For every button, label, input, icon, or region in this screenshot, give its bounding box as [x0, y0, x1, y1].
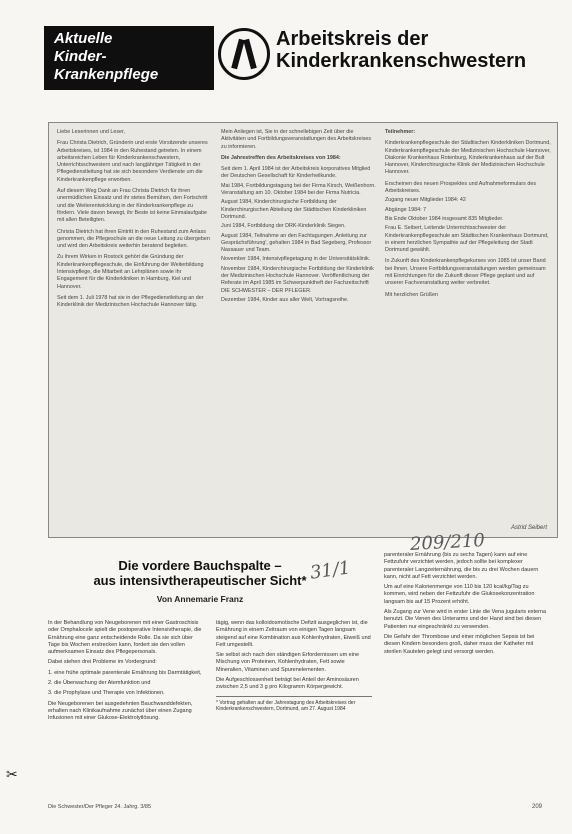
article-author: Von Annemarie Franz: [156, 594, 244, 604]
association-logo-icon: [218, 28, 270, 80]
paragraph: Die Neugeborenen bei ausgedehnten Bauchwanddefekten, erhalten nach Klinikaufnahme zunächst über einen Zugang Infusionen mit einer Glukose-Elektrolytlösung.: [48, 700, 193, 722]
paragraph: Mein Anliegen ist, Sie in der schnellebigen Zeit über die Aktivitäten und Fortbildungsveranstaltungen des Arbeitskreises zu informieren.: [221, 129, 372, 150]
paragraph: Als Zugang zur Vene wird in erster Linie die Vena jugularis externa benutzt. Die Venen des Unterarms und der Hand sind bei diesen Patienten nur eingeschränkt zu verwenden.: [384, 609, 547, 630]
paragraph: Seit dem 1. Juli 1978 hat sie in der Pflegedienstleitung an der Kinderklinik der Medizinischen Hochschule Hannover tätig.: [57, 294, 204, 309]
article-title-line-1: Die vordere Bauchspalte –: [118, 558, 282, 573]
article-column-1: [48, 620, 204, 726]
badge-line-2: Kinder-: [54, 48, 107, 65]
section-badge: [44, 26, 214, 90]
handwritten-note-right: 209/210: [409, 530, 486, 555]
section-heading: Teilnehmer:: [385, 129, 416, 135]
event-list: [221, 166, 377, 304]
paragraph: Die Gefahr der Thrombose und einer möglichen Sepsis ist bei diesen Kindern besonders groß, daher muss der Katheter mit sterilen Kautelen gelegt und versorgt werden.: [384, 633, 535, 655]
editorial-column-3: [385, 129, 551, 303]
paragraph: Frau E. Seibert, Leitende Unterrichtsschwester der Kinderkrankenpflegeschule am Städtischen Krankenhaus Dortmund, in einem herzlichen Sympathie auf der Pflegeleitung der Stadt Dortmund gewählt.: [385, 225, 549, 254]
article-title-line-2: aus intensivtherapeutischer Sicht*: [93, 573, 307, 588]
article-title: [60, 558, 340, 588]
list-item: Juni 1984, Fortbildung der DRK-Kinderklinik Siegen.: [221, 223, 346, 230]
article-column-2: [216, 620, 372, 713]
paragraph: Liebe Leserinnen und Leser,: [57, 129, 126, 135]
section-heading: Die Jahrestreffen des Arbeitskreises von 1984:: [221, 154, 341, 161]
list-item: 3. die Prophylaxe und Therapie von Infektionen.: [48, 690, 165, 697]
paragraph: Dabei stehen drei Probleme im Vordergrund:: [48, 659, 157, 666]
list-item: November 1984, Intensivpflegetagung in der Universitätsklinik.: [221, 256, 371, 263]
list-item: Mai 1984, Fortbildungstagung bei der Firma Kirsch, Weißenhorn. Veranstaltung am 10. Oktober 1984 bei der Firma Nutricia.: [221, 182, 376, 197]
scissors-icon: ✂: [6, 766, 18, 782]
page-title: [276, 28, 556, 72]
paragraph: tägig, wenn das kolloidosmotische Defizit ausgeglichen ist, die Ernährung in einem Zeitraum von einigen Tagen langsam steigend auf eine Kombination aus Kohlenhydraten, Eiweiß und Fett umgestellt.: [216, 620, 371, 648]
badge-line-3: Krankenpflege: [54, 66, 159, 83]
title-line-2: Kinderkrankenschwestern: [276, 50, 527, 72]
badge-line-1: Aktuelle: [54, 30, 113, 47]
paragraph: Um auf eine Kalorienmenge von 110 bis 120 kcal/kg/Tag zu kommen, wird neben der Fettzufuhr die Glukosekonzentration langsam bis auf 15 Prozent erhöht.: [384, 584, 535, 605]
paragraph: Auf diesem Weg Dank an Frau Christa Dietrich für ihren unermüdlichen Einsatz und ihr stetes Bemühen, den Fortschritt und die Weiterentwicklung in der Kinderkrankenpflege zu fördern. Viele davon bewegt, ihr Beste ist keine Einmalaufgabe mit allen Beteiligten.: [57, 188, 208, 224]
handwritten-note-left: 31/1: [308, 557, 352, 584]
paragraph: Frau Christa Dietrich, Gründerin und erste Vorsitzende unseres Arbeitskreises, ist 1984 in den Ruhestand getreten. In einem arbeitsreichen Leben für Kinderkrankenschwestern, Unterrichtsschwestern und nach langjähriger Tätigkeit in der Pflegedienstleitung hat sie sich besondere Verdienste um die Kinderkrankenpflege erworben.: [57, 140, 208, 183]
editorial-column-2: [221, 129, 377, 306]
page-number: 209: [532, 804, 543, 810]
list-item: 1. eine frühe optimale parenterale Ernährung bis Darmtätigkeit,: [48, 669, 202, 676]
list-item: Seit dem 1. April 1984 ist der Arbeitskreis korporatives Mitglied der Deutschen Gesellschaft für Kinderheilkunde.: [221, 166, 371, 180]
paragraph: In der Behandlung von Neugeborenen mit einer Gastroschisis oder Omphalocele spielt die postoperative Intensivtherapie, die Ernährung eine ganz entscheidende Rolle. Da sie sich über Tage bis Wochen erstrecken kann, fordert sie den vollen aufmerksamen Einsatz des Pflegepersonals.: [48, 620, 202, 656]
signature: Astrid Seibert: [510, 525, 547, 531]
paragraph: Die Aufgeschlossenheit beträgt bei Anteil der Aminosäuren zwischen 2,5 und 3 g pro Kilogramm Körpergewicht.: [216, 677, 359, 691]
list-item: November 1984, Kinderchirurgische Fortbildung der Kinderklinik der Medizinischen Hochschule Hannover. Veröffentlichung der Referate im April 1985 im Schwerpunktheft der Fachzeitschrift DIE SCHWESTER – DER PFLEGER.: [221, 265, 374, 294]
paragraph: Sie selbst sich nach den ständigen Erfordernissen um eine Mischung von Proteinen, Kohlenhydraten, Fett sowie Mineralien, Vitaminen und Spurenelementen.: [216, 652, 360, 673]
footnote: * Vortrag gehalten auf der Jahrestagung des Arbeitskreises der Kinderkrankenschwestern, Dortmund, am 27. August 1984: [216, 696, 372, 713]
list-item: Erscheinen des neuen Prospektes und Aufnahmeformulars des Arbeitskreises.: [385, 180, 537, 195]
list-item: Abgänge 1984: 7: [385, 206, 427, 213]
title-line-1: Arbeitskreis der: [276, 28, 429, 50]
list-item: August 1984, Kinderchirurgische Fortbildung der Kinderchirurgischen Abteilung der Städtischen Kinderkliniken Dortmund.: [221, 199, 367, 220]
article-column-3: [384, 552, 552, 659]
paragraph: In Zukunft des Kinderkrankenpflegekurses von 1985 ist unser Band bei Ihnen. Unsere Fortbildungsveranstaltungen werden gemeinsam mit Einrichtungen für die Zukunft dieser Pflege geplant und auf unserer Fachveranstaltung weiter verbreitet.: [385, 258, 546, 287]
list-item: August 1984, Teilnahme an den Fachtagungen ‚Anleitung zur Gesprächsführung', gehalten 1984 in Bad Segeberg, Professor Nassauer und Team.: [221, 232, 372, 254]
journal-footer: Die Schwester/Der Pfleger 24. Jahrg. 3/85: [48, 804, 152, 810]
paragraph: Kinderkrankenpflegeschule der Städtischen Kinderkliniken Dortmund, Kinderkrankenpflegeschule der Medizinischen Hochschule Hannover, Diakonie Krankenhaus Rotenburg, Kinderkrankenhaus auf der Bult Hannover, Kinderchirurgische Klinik der Medizinischen Hochschule Hannover.: [385, 140, 551, 176]
paragraph: parenteraler Ernährung (bis zu sechs Tagen) kann auf eine Fettzufuhr verzichtet werden, jedoch sollte bei komplexer parenteraler Langzeiternährung, die bis zu drei Wochen dauern kann, nicht auf Fett verzichtet werden.: [384, 552, 539, 580]
list-item: Zugang neuer Mitglieder 1984: 42: [385, 197, 466, 204]
stats-list: [385, 181, 551, 223]
list-item: 2. die Überwachung der Atemfunktion und: [48, 680, 151, 687]
editorial-box: [48, 122, 558, 538]
paragraph: Zu ihrem Wirken in Rostock gehört die Gründung der Kinderkrankenpflegeschule, die Einführung der Weiterbildung Intensivpflege, die Mitarbeit an Lehrplänen sowie ihr Engagement für die Kinderkliniken in Hamburg, Kiel und Hannover.: [57, 254, 204, 290]
paragraph: Christa Dietrich hat ihren Eintritt in den Ruhestand zum Anlass genommen, die Pflegeschule an die neue Leitung zu übergeben und wird den Arbeitskreis weiterhin beratend begleiten.: [57, 228, 210, 250]
paragraph: Mit herzlichen Grüßen: [385, 291, 439, 298]
editorial-column-1: [57, 129, 213, 314]
list-item: Bis Ende Oktober 1984 insgesamt 835 Mitglieder.: [385, 215, 504, 222]
list-item: Dezember 1984, Kinder aus aller Welt, Vortragsreihe.: [221, 296, 349, 303]
